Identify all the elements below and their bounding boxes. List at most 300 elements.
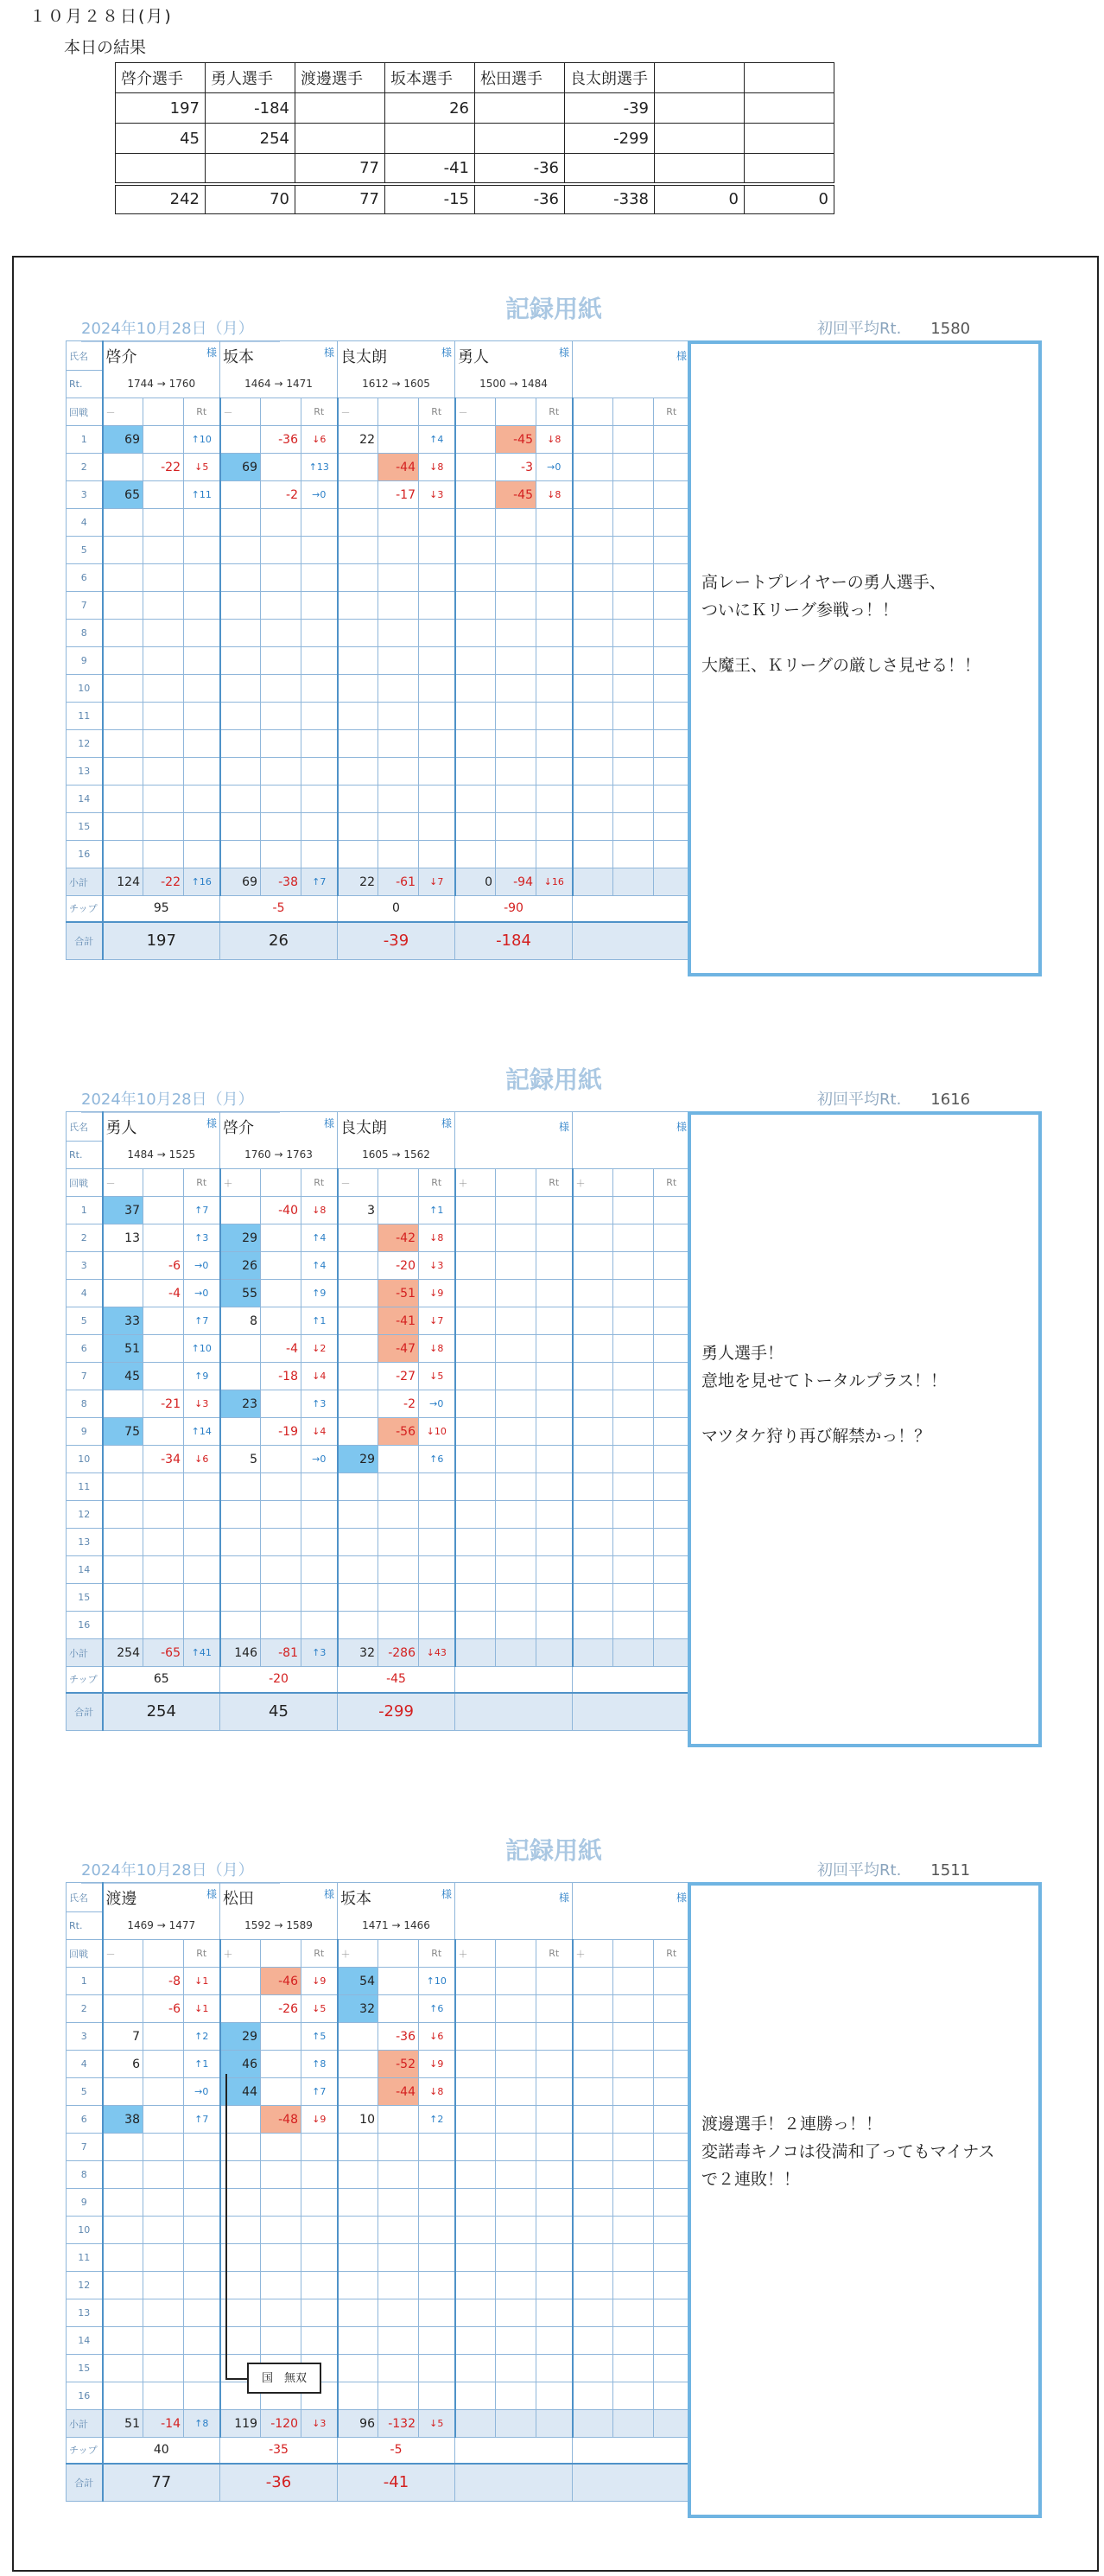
score-plus <box>338 813 378 841</box>
rating-delta <box>184 2327 220 2355</box>
score-minus <box>143 675 184 703</box>
sign-cell-blank <box>261 398 301 426</box>
score-plus <box>455 454 496 481</box>
score-plus <box>103 620 143 647</box>
score-plus <box>573 1529 613 1556</box>
score-plus <box>573 1390 613 1418</box>
score-plus <box>103 2134 143 2161</box>
score-minus <box>496 2023 536 2051</box>
rating-delta <box>654 2217 690 2244</box>
score-minus <box>143 1307 184 1335</box>
subtotal-rating <box>536 1639 573 1667</box>
rating-delta <box>184 730 220 758</box>
score-minus <box>613 2355 654 2382</box>
score-plus <box>220 703 261 730</box>
rating-delta <box>301 2161 338 2189</box>
score-plus: 46 <box>220 2051 261 2078</box>
rating-delta <box>184 2217 220 2244</box>
summary-cell: -41 <box>385 154 475 184</box>
rating-delta: ↓3 <box>419 1252 455 1280</box>
rating-delta <box>419 2134 455 2161</box>
rating-delta <box>654 2189 690 2217</box>
score-minus <box>261 1224 301 1252</box>
rating-row <box>67 1912 690 1940</box>
score-minus: -21 <box>143 1390 184 1418</box>
score-plus <box>455 1335 496 1363</box>
score-minus <box>496 2327 536 2355</box>
score-minus <box>378 1446 419 1473</box>
score-plus <box>573 1584 613 1612</box>
total-value: 26 <box>220 922 338 960</box>
score-plus <box>338 1280 378 1307</box>
score-minus <box>496 786 536 813</box>
rating-delta <box>536 1280 573 1307</box>
round-number: 1 <box>67 426 103 454</box>
chip-value: 95 <box>103 896 220 922</box>
score-plus <box>455 1224 496 1252</box>
round-row <box>67 1363 690 1390</box>
chip-row <box>67 896 690 922</box>
score-minus <box>261 813 301 841</box>
score-plus <box>338 1363 378 1390</box>
score-plus <box>573 758 613 786</box>
score-minus <box>143 1363 184 1390</box>
rt-column-label: Rt <box>184 1169 220 1197</box>
rating-delta: ↓3 <box>419 481 455 509</box>
score-minus <box>378 2217 419 2244</box>
summary-cell <box>565 154 655 184</box>
sheet-title: 記録用紙 <box>504 295 602 323</box>
score-plus <box>103 2078 143 2106</box>
label-total: 合計 <box>67 1693 103 1731</box>
score-minus <box>143 1224 184 1252</box>
chip-value: -35 <box>220 2438 338 2464</box>
rating-delta: ↑9 <box>184 1363 220 1390</box>
score-plus <box>573 786 613 813</box>
rating-delta: →0 <box>419 1390 455 1418</box>
score-plus <box>338 1252 378 1280</box>
score-plus <box>220 758 261 786</box>
rating-delta: →0 <box>301 1446 338 1473</box>
round-row <box>67 454 690 481</box>
subtotal-rating: ↓5 <box>419 2410 455 2438</box>
score-plus <box>573 1501 613 1529</box>
player-name: 坂本 様 <box>220 341 338 371</box>
score-plus <box>338 2134 378 2161</box>
total-value <box>573 1693 690 1731</box>
score-plus <box>220 1418 261 1446</box>
rating-delta <box>419 703 455 730</box>
rating-delta <box>536 2244 573 2272</box>
score-plus: 55 <box>220 1280 261 1307</box>
memo-spacer <box>701 344 1028 569</box>
score-plus <box>338 2355 378 2382</box>
subtotal-plus: 69 <box>220 868 261 896</box>
score-plus <box>103 509 143 537</box>
memo-line <box>701 624 1028 652</box>
score-plus <box>455 2244 496 2272</box>
score-plus <box>573 1280 613 1307</box>
rating-delta: ↓9 <box>301 1968 338 1995</box>
score-plus: 32 <box>338 1995 378 2023</box>
rating-delta <box>419 2217 455 2244</box>
rating-delta <box>654 2382 690 2410</box>
score-plus <box>455 2023 496 2051</box>
callout-leader <box>225 2074 250 2380</box>
score-plus <box>455 1584 496 1612</box>
summary-total-cell: -36 <box>475 184 565 214</box>
rating-delta <box>419 2189 455 2217</box>
round-number: 9 <box>67 647 103 675</box>
summary-header-cell <box>655 63 745 93</box>
score-minus <box>613 2382 654 2410</box>
rating-delta <box>536 2355 573 2382</box>
subtotal-rating: ↑41 <box>184 1639 220 1667</box>
rating-delta <box>654 2134 690 2161</box>
score-minus <box>143 426 184 454</box>
rating-delta <box>536 786 573 813</box>
rating-delta <box>301 509 338 537</box>
round-number: 10 <box>67 675 103 703</box>
score-minus <box>143 1556 184 1584</box>
total-value: -299 <box>338 1693 455 1731</box>
rating-delta: ↑10 <box>184 1335 220 1363</box>
rating-delta <box>536 1556 573 1584</box>
sign-cell-blank <box>496 1169 536 1197</box>
rating-delta <box>654 1307 690 1335</box>
rating-delta <box>184 675 220 703</box>
label-rating: Rt. <box>67 1912 103 1940</box>
player-rating-change: 1612 → 1605 <box>338 371 455 398</box>
rating-delta <box>419 1584 455 1612</box>
subtotal-minus: -94 <box>496 868 536 896</box>
rating-delta <box>654 2355 690 2382</box>
results-subtitle: 本日の結果 <box>64 38 147 57</box>
sign-cell-blank <box>143 1940 184 1968</box>
score-minus <box>261 1252 301 1280</box>
score-plus <box>573 2299 613 2327</box>
score-minus: -41 <box>378 1307 419 1335</box>
round-number: 14 <box>67 2327 103 2355</box>
memo-box <box>688 1111 1042 1747</box>
subtotal-plus: 119 <box>220 2410 261 2438</box>
rating-delta <box>184 509 220 537</box>
rating-delta: ↑4 <box>301 1252 338 1280</box>
score-plus <box>455 2106 496 2134</box>
score-minus <box>143 1501 184 1529</box>
subtotal-minus: -38 <box>261 868 301 896</box>
score-minus <box>143 841 184 868</box>
score-plus <box>573 454 613 481</box>
round-row <box>67 2106 690 2134</box>
score-plus <box>338 454 378 481</box>
score-plus <box>573 2161 613 2189</box>
rating-delta <box>184 703 220 730</box>
rating-delta <box>301 2244 338 2272</box>
round-number: 15 <box>67 2355 103 2382</box>
sign-cell: － <box>338 1169 378 1197</box>
score-minus <box>143 592 184 620</box>
score-plus <box>455 1418 496 1446</box>
score-plus: 13 <box>103 1224 143 1252</box>
score-minus <box>261 675 301 703</box>
score-plus <box>455 2327 496 2355</box>
score-plus <box>103 1968 143 1995</box>
summary-header-cell: 坂本選手 <box>385 63 475 93</box>
rating-delta <box>536 620 573 647</box>
score-minus <box>143 2078 184 2106</box>
score-minus <box>378 2327 419 2355</box>
rating-delta <box>419 564 455 592</box>
score-plus: 5 <box>220 1446 261 1473</box>
score-minus <box>613 2272 654 2299</box>
rating-delta <box>654 1335 690 1363</box>
score-minus <box>261 841 301 868</box>
score-plus <box>573 481 613 509</box>
score-plus: 51 <box>103 1335 143 1363</box>
summary-cell <box>385 124 475 154</box>
summary-cell <box>295 93 385 124</box>
score-plus <box>103 730 143 758</box>
score-plus <box>455 620 496 647</box>
score-plus: 45 <box>103 1363 143 1390</box>
honorific-label: 様 <box>558 346 569 359</box>
score-plus <box>220 1968 261 1995</box>
rating-delta <box>654 2106 690 2134</box>
score-minus <box>378 509 419 537</box>
round-number: 4 <box>67 509 103 537</box>
rating-delta <box>654 730 690 758</box>
subtotal-plus <box>573 2410 613 2438</box>
score-minus <box>496 2078 536 2106</box>
score-plus <box>455 1501 496 1529</box>
score-minus <box>143 2023 184 2051</box>
rating-delta <box>536 1612 573 1639</box>
honorific-label: 様 <box>558 1892 569 1905</box>
rating-delta <box>184 620 220 647</box>
rating-delta <box>419 730 455 758</box>
score-plus <box>573 2106 613 2134</box>
rating-delta <box>419 1612 455 1639</box>
sign-cell: － <box>220 398 261 426</box>
score-minus <box>261 2244 301 2272</box>
rating-delta <box>654 1363 690 1390</box>
rating-delta <box>536 2217 573 2244</box>
rating-delta <box>301 786 338 813</box>
rating-delta <box>301 2272 338 2299</box>
score-minus <box>496 1335 536 1363</box>
score-minus <box>143 703 184 730</box>
score-minus <box>378 1197 419 1224</box>
summary-cell <box>116 154 206 184</box>
sign-cell-blank <box>496 1940 536 1968</box>
round-number: 3 <box>67 1252 103 1280</box>
score-plus <box>455 592 496 620</box>
score-minus: -34 <box>143 1446 184 1473</box>
rating-delta <box>301 2134 338 2161</box>
summary-cell <box>475 124 565 154</box>
score-plus <box>103 2161 143 2189</box>
summary-row <box>116 93 834 124</box>
score-minus <box>496 537 536 564</box>
score-minus <box>261 1473 301 1501</box>
round-number: 2 <box>67 454 103 481</box>
round-number: 7 <box>67 1363 103 1390</box>
rating-delta: ↓2 <box>301 1335 338 1363</box>
rating-delta <box>301 1529 338 1556</box>
round-row <box>67 1556 690 1584</box>
score-minus <box>613 1363 654 1390</box>
round-number: 2 <box>67 1995 103 2023</box>
score-minus <box>261 1612 301 1639</box>
rating-delta <box>536 1307 573 1335</box>
chip-value: -45 <box>338 1667 455 1693</box>
honorific-label: 様 <box>323 1887 334 1900</box>
score-minus <box>613 2134 654 2161</box>
summary-row <box>116 124 834 154</box>
sign-cell: － <box>455 398 496 426</box>
score-plus <box>455 1197 496 1224</box>
round-header-row <box>67 1940 690 1968</box>
score-minus <box>378 1529 419 1556</box>
score-minus: -17 <box>378 481 419 509</box>
round-number: 7 <box>67 592 103 620</box>
round-number: 14 <box>67 1556 103 1584</box>
round-row <box>67 786 690 813</box>
subtotal-plus: 124 <box>103 868 143 896</box>
subtotal-minus <box>613 2410 654 2438</box>
sign-cell-blank <box>261 1940 301 1968</box>
score-minus <box>613 813 654 841</box>
score-plus <box>220 1335 261 1363</box>
score-plus <box>338 509 378 537</box>
rating-delta <box>536 2023 573 2051</box>
score-plus <box>338 2244 378 2272</box>
score-plus <box>573 1224 613 1252</box>
score-minus <box>496 1363 536 1390</box>
score-plus <box>573 730 613 758</box>
rating-delta <box>184 813 220 841</box>
rating-delta <box>184 2299 220 2327</box>
round-row <box>67 1529 690 1556</box>
score-plus <box>455 2272 496 2299</box>
score-plus <box>220 786 261 813</box>
score-minus <box>496 1584 536 1612</box>
rating-delta <box>419 592 455 620</box>
chip-value: -5 <box>338 2438 455 2464</box>
rating-delta <box>654 758 690 786</box>
round-number: 3 <box>67 481 103 509</box>
rating-delta <box>301 1584 338 1612</box>
score-plus <box>573 2134 613 2161</box>
chip-value <box>455 2438 573 2464</box>
round-number: 13 <box>67 2299 103 2327</box>
score-minus <box>143 730 184 758</box>
rating-delta <box>654 1529 690 1556</box>
score-plus <box>220 564 261 592</box>
rating-delta: ↓5 <box>301 1995 338 2023</box>
score-grid <box>66 340 691 960</box>
subtotal-rating: ↑7 <box>301 868 338 896</box>
score-minus <box>261 592 301 620</box>
score-minus <box>496 1280 536 1307</box>
summary-cell: -184 <box>206 93 295 124</box>
score-plus <box>220 620 261 647</box>
score-plus <box>573 537 613 564</box>
rating-delta: ↓8 <box>419 1224 455 1252</box>
rating-delta <box>654 2272 690 2299</box>
score-minus <box>261 1501 301 1529</box>
score-plus <box>338 537 378 564</box>
score-minus <box>496 2244 536 2272</box>
rt-column-label: Rt <box>301 398 338 426</box>
total-value: 254 <box>103 1693 220 1731</box>
subtotal-plus: 254 <box>103 1639 143 1667</box>
score-plus: 26 <box>220 1252 261 1280</box>
score-minus <box>613 2051 654 2078</box>
score-minus <box>143 2327 184 2355</box>
round-row <box>67 703 690 730</box>
score-minus <box>613 1252 654 1280</box>
sign-cell-blank <box>143 398 184 426</box>
score-plus <box>455 647 496 675</box>
score-minus <box>496 2161 536 2189</box>
round-row <box>67 1995 690 2023</box>
rating-delta: ↓6 <box>419 2023 455 2051</box>
round-number: 13 <box>67 1529 103 1556</box>
player-name: 渡邊 様 <box>103 1883 220 1912</box>
rating-delta <box>419 2355 455 2382</box>
player-name <box>573 1112 690 1142</box>
rating-delta <box>654 1197 690 1224</box>
round-number: 16 <box>67 1612 103 1639</box>
score-minus <box>143 564 184 592</box>
score-plus <box>455 841 496 868</box>
label-subtotal: 小計 <box>67 2410 103 2438</box>
rating-delta <box>654 426 690 454</box>
subtotal-plus: 51 <box>103 2410 143 2438</box>
score-minus <box>261 2161 301 2189</box>
score-plus <box>455 537 496 564</box>
summary-cell <box>475 93 565 124</box>
rating-delta: →0 <box>301 481 338 509</box>
score-minus <box>613 1307 654 1335</box>
rating-delta <box>301 813 338 841</box>
score-plus <box>338 841 378 868</box>
score-minus <box>613 537 654 564</box>
summary-cell: -299 <box>565 124 655 154</box>
score-plus: 33 <box>103 1307 143 1335</box>
round-number: 13 <box>67 758 103 786</box>
rating-delta <box>654 2023 690 2051</box>
round-row <box>67 2217 690 2244</box>
rating-delta <box>419 1473 455 1501</box>
label-name: 氏名 <box>67 341 103 371</box>
score-plus <box>455 675 496 703</box>
score-minus <box>613 1197 654 1224</box>
score-plus <box>573 647 613 675</box>
score-minus <box>496 758 536 786</box>
player-rating-change: 1592 → 1589 <box>220 1912 338 1940</box>
score-plus <box>455 2382 496 2410</box>
score-plus <box>573 841 613 868</box>
score-plus <box>338 2382 378 2410</box>
total-value: -36 <box>220 2464 338 2502</box>
subtotal-rating <box>654 868 690 896</box>
score-minus <box>378 786 419 813</box>
rating-delta <box>184 647 220 675</box>
honorific-label: 様 <box>676 1121 687 1134</box>
